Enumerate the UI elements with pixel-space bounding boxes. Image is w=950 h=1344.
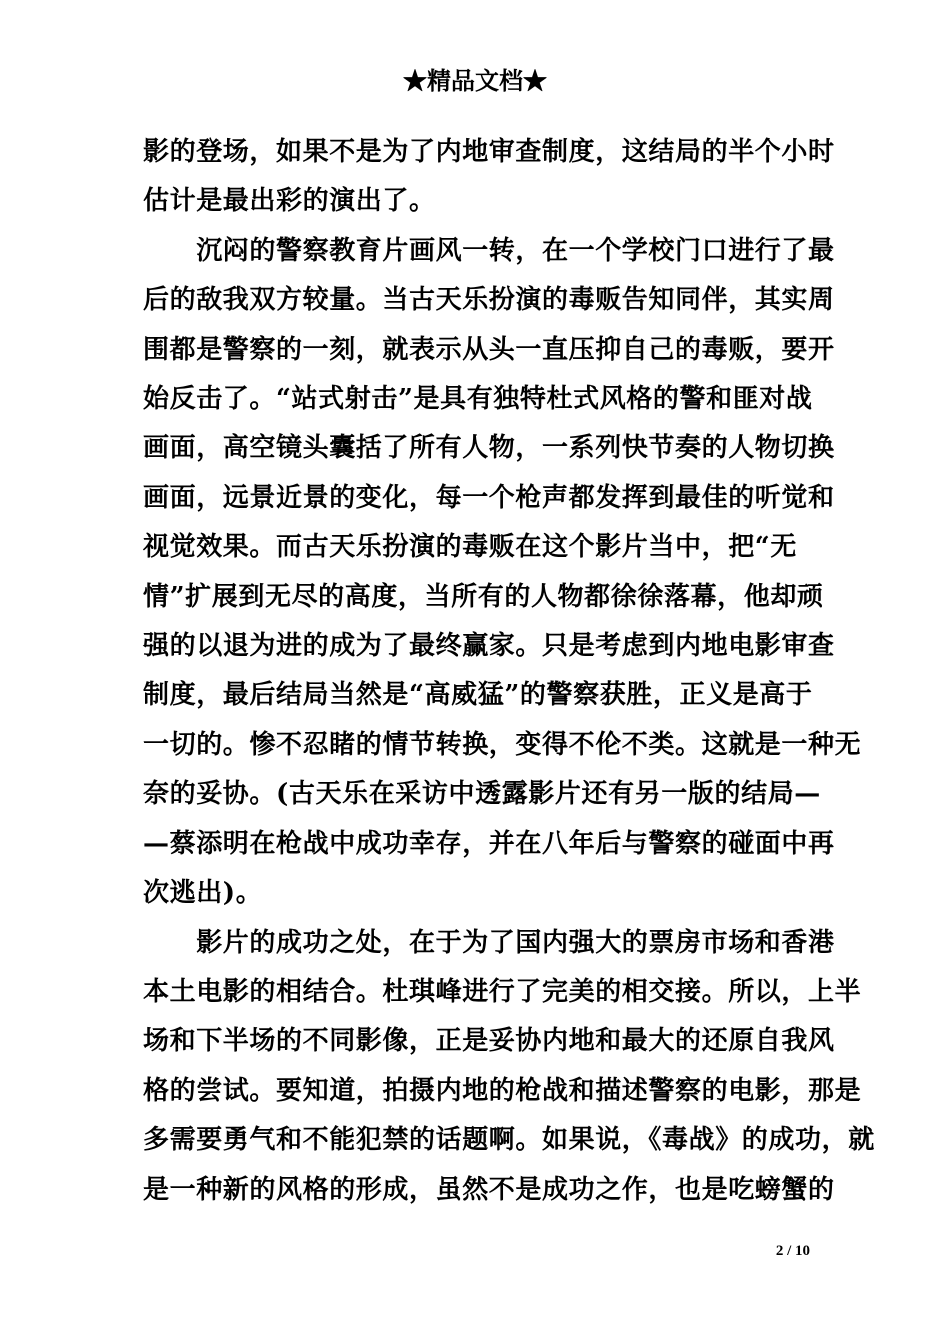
page-number: 2 / 10 [775, 1243, 810, 1259]
header-title: ★精品文档★ [403, 66, 547, 95]
text-line: 始反击了。“站式射击”是具有独特杜式风格的警和匪对战 [143, 384, 813, 415]
text-line: 奈的妥协。(古天乐在采访中透露影片还有另一版的结局— [143, 779, 821, 810]
text-line: —蔡添明在枪战中成功幸存，并在八年后与警察的碰面中再 [143, 828, 835, 859]
text-line: 影片的成功之处，在于为了国内强大的票房市场和香港 [143, 927, 835, 958]
text-line: 估计是最出彩的演出了。 [143, 186, 436, 217]
text-line: 视觉效果。而古天乐扮演的毒贩在这个影片当中，把“无 [143, 532, 797, 563]
text-line: 影的登场，如果不是为了内地审查制度，这结局的半个小时 [143, 137, 835, 167]
text-line: 制度，最后结局当然是“高威猛”的警察获胜，正义是高于 [143, 680, 813, 711]
text-line: 情”扩展到无尽的高度，当所有的人物都徐徐落幕，他却顽 [143, 581, 824, 612]
page-header [0, 64, 950, 98]
page-footer [690, 1243, 810, 1260]
text-line: 一切的。惨不忍睹的情节转换，变得不伦不类。这就是一种无 [143, 729, 862, 760]
paragraph [143, 227, 862, 919]
text-line: 是一种新的风格的形成，虽然不是成功之作，也是吃螃蟹的 [143, 1174, 835, 1205]
text-line: 画面，高空镜头囊括了所有人物，一系列快节奏的人物切换 [143, 433, 835, 464]
text-line: 强的以退为进的成为了最终赢家。只是考虑到内地电影审查 [143, 631, 835, 662]
text-line: 次逃出)。 [143, 878, 263, 909]
text-line: 画面，远景近景的变化，每一个枪声都发挥到最佳的听觉和 [143, 482, 835, 513]
text-line: 本土电影的相结合。杜琪峰进行了完美的相交接。所以，上半 [143, 976, 862, 1007]
text-line: 后的敌我双方较量。当古天乐扮演的毒贩告知同伴，其实周 [143, 285, 835, 316]
text-line: 围都是警察的一刻，就表示从头一直压抑自己的毒贩，要开 [143, 334, 835, 365]
paragraph [143, 128, 835, 227]
text-line: 沉闷的警察教育片画风一转，在一个学校门口进行了最 [143, 235, 835, 266]
text-line: 场和下半场的不同影像，正是妥协内地和最大的还原自我风 [143, 1026, 835, 1057]
text-line: 多需要勇气和不能犯禁的话题啊。如果说，《毒战》的成功，就 [143, 1125, 875, 1156]
text-line: 格的尝试。要知道，拍摄内地的枪战和描述警察的电影，那是 [143, 1075, 862, 1106]
paragraph [143, 919, 875, 1215]
document-body [143, 128, 875, 1215]
